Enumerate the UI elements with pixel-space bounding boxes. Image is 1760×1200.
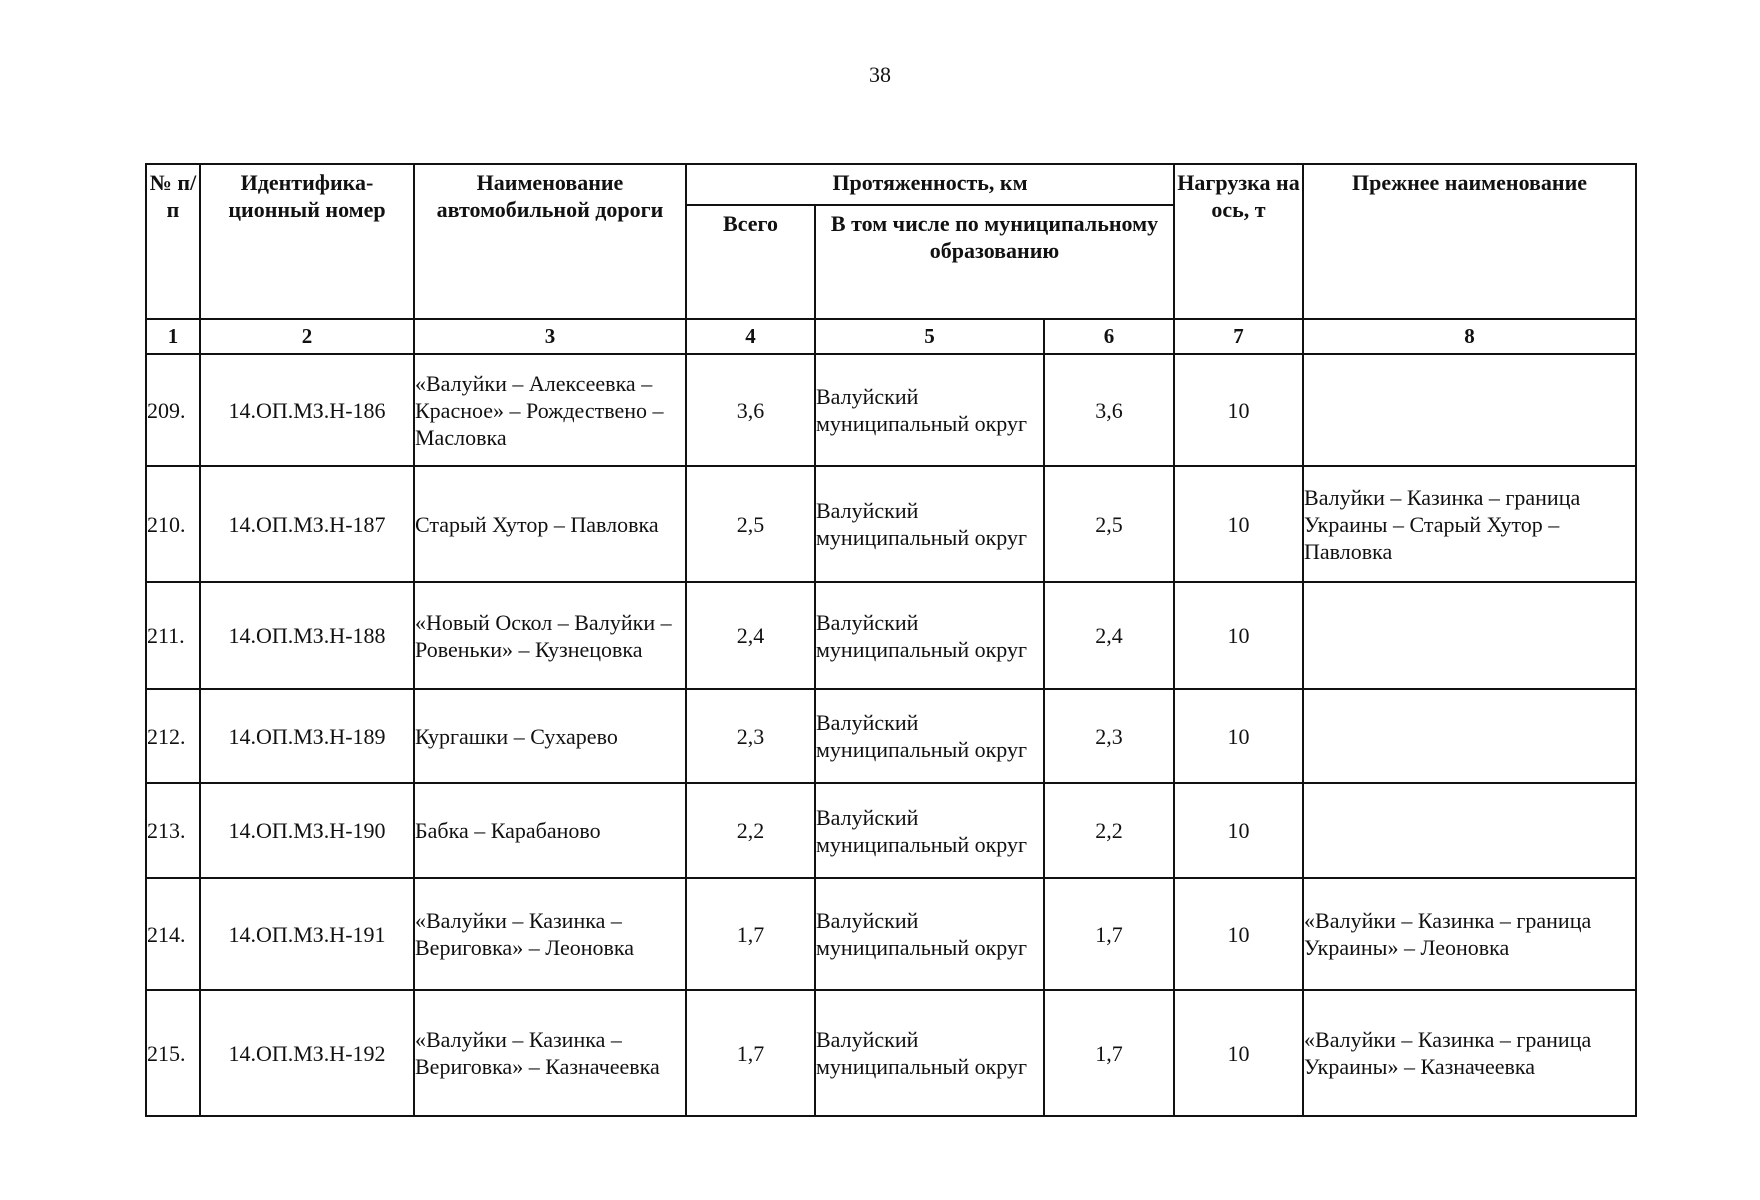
municipality-length: 1,7: [1044, 878, 1174, 990]
table-row: [146, 689, 1636, 783]
municipality-length: 2,5: [1044, 466, 1174, 582]
road-id: 14.ОП.МЗ.Н-191: [200, 878, 414, 990]
table-row: [146, 582, 1636, 689]
previous-name: «Валуйки – Казинка – граница Украины» – Леоновка: [1303, 878, 1636, 990]
column-number-row: [146, 319, 1636, 354]
table-row: [146, 878, 1636, 990]
header-including: В том числе по муниципальному образованию: [815, 205, 1174, 319]
header-id: Идентифика-ционный номер: [200, 164, 414, 319]
table-row: [146, 990, 1636, 1116]
road-name: Старый Хутор – Павловка: [414, 466, 686, 582]
road-name: «Валуйки – Казинка – Вериговка» – Леоновка: [414, 878, 686, 990]
municipality-name: Валуйский муниципальный округ: [815, 354, 1044, 466]
header-prev-name: Прежнее наименование: [1303, 164, 1636, 319]
row-number: 214.: [146, 878, 200, 990]
axle-load: 10: [1174, 878, 1303, 990]
road-name: «Валуйки – Казинка – Вериговка» – Казначеевка: [414, 990, 686, 1116]
header-load: Нагрузка на ось, т: [1174, 164, 1303, 319]
road-id: 14.ОП.МЗ.Н-187: [200, 466, 414, 582]
header-length: Протяженность, км: [686, 164, 1174, 205]
total-length: 2,2: [686, 783, 815, 878]
axle-load: 10: [1174, 466, 1303, 582]
header-num: № п/п: [146, 164, 200, 319]
row-number: 212.: [146, 689, 200, 783]
municipality-name: Валуйский муниципальный округ: [815, 990, 1044, 1116]
total-length: 3,6: [686, 354, 815, 466]
road-id: 14.ОП.МЗ.Н-192: [200, 990, 414, 1116]
total-length: 2,5: [686, 466, 815, 582]
row-number: 215.: [146, 990, 200, 1116]
road-id: 14.ОП.МЗ.Н-189: [200, 689, 414, 783]
total-length: 1,7: [686, 990, 815, 1116]
total-length: 2,4: [686, 582, 815, 689]
municipality-length: 2,4: [1044, 582, 1174, 689]
municipality-length: 2,2: [1044, 783, 1174, 878]
municipality-name: Валуйский муниципальный округ: [815, 689, 1044, 783]
column-number: 8: [1303, 319, 1636, 354]
municipality-name: Валуйский муниципальный округ: [815, 783, 1044, 878]
previous-name: [1303, 783, 1636, 878]
road-name: Бабка – Карабаново: [414, 783, 686, 878]
municipality-length: 1,7: [1044, 990, 1174, 1116]
row-number: 211.: [146, 582, 200, 689]
road-id: 14.ОП.МЗ.Н-186: [200, 354, 414, 466]
municipality-name: Валуйский муниципальный округ: [815, 878, 1044, 990]
axle-load: 10: [1174, 354, 1303, 466]
page-number: 38: [869, 62, 891, 87]
row-number: 209.: [146, 354, 200, 466]
table-row: [146, 466, 1636, 582]
total-length: 1,7: [686, 878, 815, 990]
column-number: 6: [1044, 319, 1174, 354]
road-id: 14.ОП.МЗ.Н-190: [200, 783, 414, 878]
table-row: [146, 354, 1636, 466]
municipality-name: Валуйский муниципальный округ: [815, 582, 1044, 689]
header-row-1: [146, 164, 1636, 205]
previous-name: Валуйки – Казинка – граница Украины – Старый Хутор – Павловка: [1303, 466, 1636, 582]
row-number: 210.: [146, 466, 200, 582]
axle-load: 10: [1174, 689, 1303, 783]
axle-load: 10: [1174, 783, 1303, 878]
road-name: «Новый Оскол – Валуйки – Ровеньки» – Кузнецовка: [414, 582, 686, 689]
previous-name: «Валуйки – Казинка – граница Украины» – Казначеевка: [1303, 990, 1636, 1116]
table-body: [146, 319, 1636, 1116]
column-number: 5: [815, 319, 1044, 354]
previous-name: [1303, 689, 1636, 783]
road-name: Кургашки – Сухарево: [414, 689, 686, 783]
table-row: [146, 783, 1636, 878]
axle-load: 10: [1174, 990, 1303, 1116]
column-number: 4: [686, 319, 815, 354]
total-length: 2,3: [686, 689, 815, 783]
column-number: 3: [414, 319, 686, 354]
previous-name: [1303, 354, 1636, 466]
municipality-length: 3,6: [1044, 354, 1174, 466]
axle-load: 10: [1174, 582, 1303, 689]
row-number: 213.: [146, 783, 200, 878]
column-number: 1: [146, 319, 200, 354]
header-total: Всего: [686, 205, 815, 319]
column-number: 7: [1174, 319, 1303, 354]
municipality-name: Валуйский муниципальный округ: [815, 466, 1044, 582]
road-id: 14.ОП.МЗ.Н-188: [200, 582, 414, 689]
roads-table: [145, 163, 1637, 1117]
municipality-length: 2,3: [1044, 689, 1174, 783]
header-name: Наименование автомобильной дороги: [414, 164, 686, 319]
road-name: «Валуйки – Алексеевка – Красное» – Рождествено – Масловка: [414, 354, 686, 466]
previous-name: [1303, 582, 1636, 689]
column-number: 2: [200, 319, 414, 354]
